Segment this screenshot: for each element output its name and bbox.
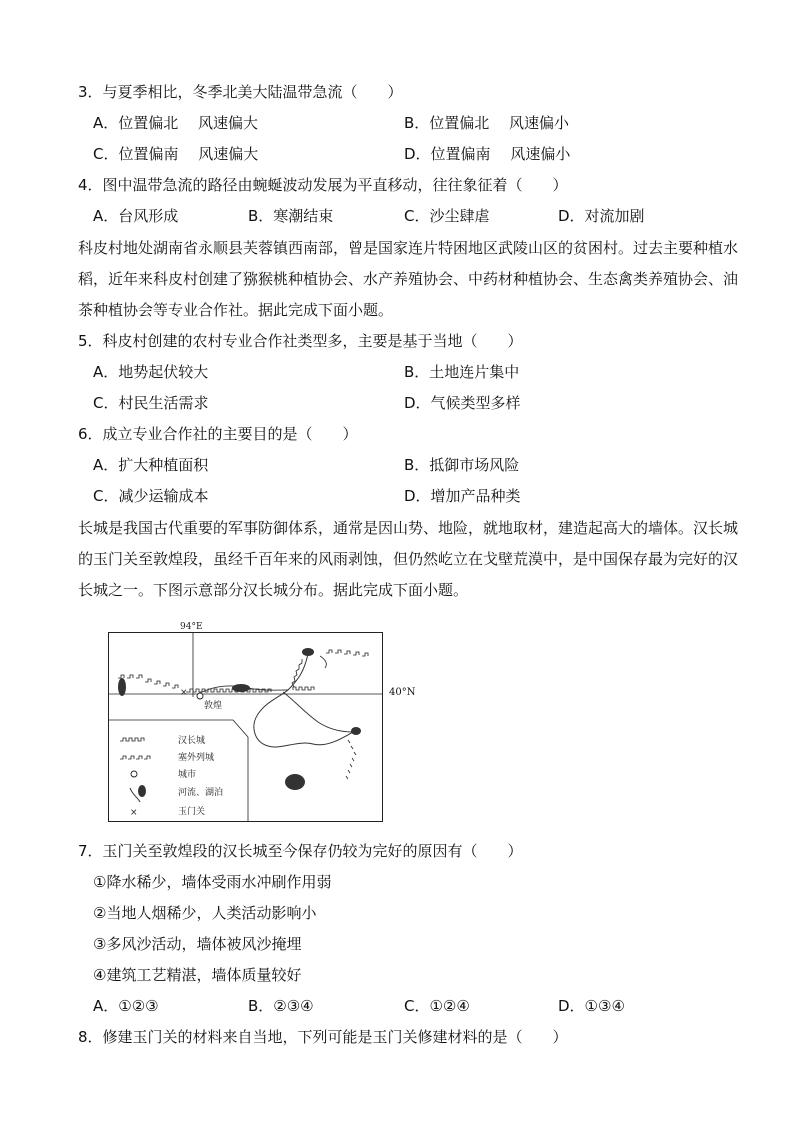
lake-south — [285, 774, 305, 790]
q6-option-c: C．减少运输成本 — [93, 487, 209, 505]
q3-option-c: C．位置偏南 风速偏大 — [93, 145, 259, 163]
lake-west — [118, 678, 126, 696]
passage-great-wall — [78, 513, 739, 606]
q7-option-a: A．①②③ — [93, 997, 159, 1015]
yumen-pass-marker: × — [180, 688, 188, 698]
q7-option-b: B．②③④ — [248, 997, 314, 1015]
question-3-stem: 3．与夏季相比，冬季北美大陆温带急流（ ） — [78, 83, 403, 101]
passage-line: 科皮村地处湖南省永顺县芙蓉镇西南部，曾是国家连片特困地区武陵山区的贫困村。过去主要种植水 — [78, 239, 739, 257]
legend-forts-label: 塞外列城 — [178, 753, 215, 763]
q4-option-a: A．台风形成 — [93, 207, 179, 225]
passage-line: 的玉门关至敦煌段，虽经千百年来的风雨剥蚀，但仍然屹立在戈壁荒漠中，是中国保存最为完好的汉 — [78, 550, 739, 568]
legend-lake-symbol — [138, 785, 146, 797]
q6-option-a: A．扩大种植面积 — [93, 456, 209, 474]
city-marker — [197, 693, 203, 699]
legend-pass-label: 玉门关 — [178, 807, 206, 817]
q4-option-b: B．寒潮结束 — [248, 207, 334, 225]
legend-wall-label: 汉长城 — [178, 736, 206, 746]
legend-city-label: 城市 — [178, 770, 197, 780]
q5-option-a: A．地势起伏较大 — [93, 363, 209, 381]
question-6-stem: 6．成立专业合作社的主要目的是（ ） — [78, 425, 358, 443]
q6-option-b: B．抵御市场风险 — [404, 456, 520, 474]
passage-line: 茶种植协会等专业合作社。据此完成下面小题。 — [78, 301, 394, 319]
passage-line: 长城之一。下图示意部分汉长城分布。据此完成下面小题。 — [78, 581, 469, 599]
q7-statement-2: ②当地人烟稀少，人类活动影响小 — [93, 904, 317, 922]
river-main — [254, 654, 353, 747]
legend-forts-symbol — [120, 756, 150, 759]
q5-option-d: D．气候类型多样 — [404, 394, 521, 412]
city-label: 敦煌 — [204, 701, 223, 711]
longitude-label: 94°E — [180, 622, 203, 632]
q3-option-b: B．位置偏北 风速偏小 — [404, 114, 570, 132]
q4-option-d: D．对流加剧 — [558, 207, 645, 225]
question-4-stem: 4．图中温带急流的路径由蜿蜒波动发展为平直移动，往往象征着（ ） — [78, 176, 568, 194]
question-8-stem: 8．修建玉门关的材料来自当地，下列可能是玉门关修建材料的是（ ） — [78, 1028, 568, 1046]
q7-option-c: C．①②④ — [404, 997, 470, 1015]
outer-forts-west — [118, 675, 178, 688]
q5-option-b: B．土地连片集中 — [404, 363, 520, 381]
latitude-label: 40°N — [389, 687, 416, 698]
q7-option-d: D．①③④ — [558, 997, 625, 1015]
q7-statement-3: ③多风沙活动，墙体被风沙掩埋 — [93, 935, 302, 953]
passage-kepi-village — [78, 233, 739, 326]
q7-statement-4: ④建筑工艺精湛，墙体质量较好 — [93, 966, 302, 984]
q7-statement-1: ①降水稀少，墙体受雨水冲刷作用弱 — [93, 873, 332, 891]
q5-option-c: C．村民生活需求 — [93, 394, 209, 412]
q6-option-d: D．增加产品种类 — [404, 487, 521, 505]
passage-line: 长城是我国古代重要的军事防御体系，通常是因山势、地险，就地取材，建造起高大的墙体。汉长城 — [78, 519, 739, 537]
legend-river-label: 河流、湖泊 — [178, 788, 224, 798]
q3-option-d: D．位置偏南 风速偏小 — [404, 145, 571, 163]
legend-pass-symbol: × — [130, 808, 138, 818]
q3-option-a: A．位置偏北 风速偏大 — [93, 114, 259, 132]
passage-line: 稻，近年来科皮村创建了猕猴桃种植协会、水产养殖协会、中药材种植协会、生态禽类养殖协会、油 — [78, 270, 739, 288]
han-great-wall-map — [108, 622, 416, 822]
legend-city-symbol — [131, 771, 137, 777]
outer-forts-east — [326, 650, 368, 656]
question-5-stem: 5．科皮村创建的农村专业合作社类型多，主要是基于当地（ ） — [78, 332, 523, 350]
question-7-stem: 7．玉门关至敦煌段的汉长城至今保存仍较为完好的原因有（ ） — [78, 842, 523, 860]
lake-east — [351, 727, 361, 735]
q4-option-c: C．沙尘肆虐 — [404, 207, 490, 225]
legend-wall-symbol — [120, 738, 144, 741]
